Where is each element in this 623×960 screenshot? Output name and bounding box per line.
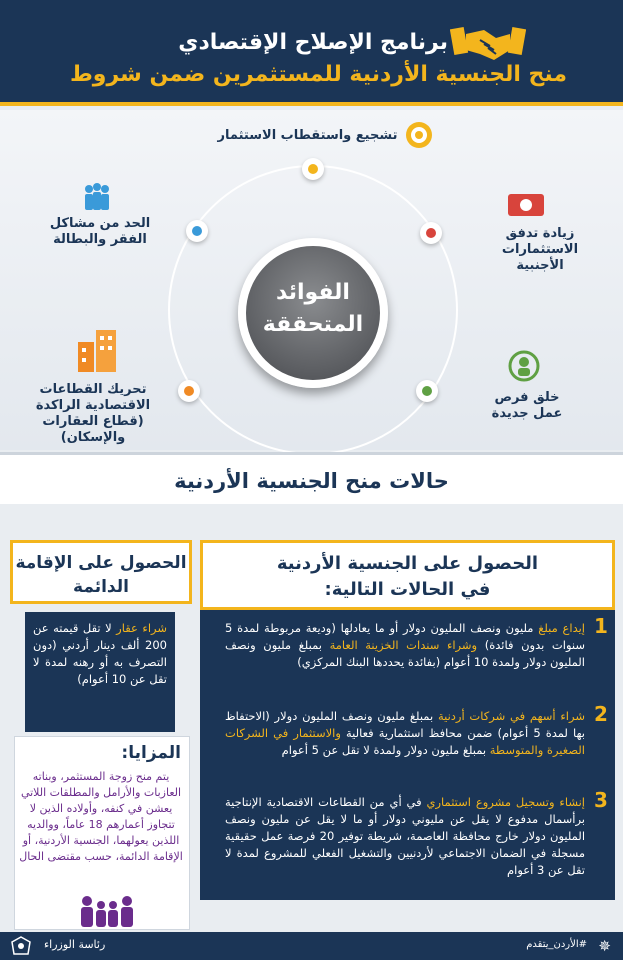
case-lead: إنشاء وتسجيل مشروع استثماري <box>426 795 585 809</box>
benefit-label-foreign-investment <box>495 226 585 274</box>
buildings-icon <box>74 328 120 372</box>
case-lead2: والاستثمار في الشركات الصغيرة والمتوسطة <box>225 726 585 757</box>
benefit-jobs-line1: خلق فرص <box>494 390 560 405</box>
cases-section-title: حالات منح الجنسية الأردنية <box>0 452 623 504</box>
residency-header <box>10 540 192 604</box>
header-title: برنامج الإصلاح الإقتصادي <box>178 30 448 55</box>
benefit-jobs-line2: عمل جديدة <box>491 406 563 421</box>
handshake-icon <box>450 24 526 62</box>
residency-condition <box>25 612 175 732</box>
star-icon: ✵ <box>598 937 611 955</box>
residency-header-line1: الحصول على الإقامة <box>15 553 187 573</box>
benefit-label-investment: تشجيع واستقطاب الاستثمار <box>217 128 398 143</box>
footer-pm-logo-text: رئاسة الوزراء <box>44 938 106 951</box>
header-subtitle: منح الجنسية الأردنية للمستثمرين ضمن شروط <box>69 62 567 87</box>
benefit-label-jobs <box>482 390 572 422</box>
benefit-label-sectors <box>8 382 178 446</box>
citizenship-header-line2: في الحالات التالية: <box>324 579 491 600</box>
target-icon <box>404 120 434 150</box>
advantages-text: يتم منح زوجة المستثمر، وبناته العازبات والأرامل والمطلقات اللاتي يعشن في كنفه، وأولاده الذين لا تتجاوز أعمارهم 18 عاماً، ووالديه اللذين يعولهما، الجنسية الأردنية، أو الإقامة الدائمة، حسب مقتضى الحال <box>19 770 183 863</box>
benefit-foreign-line3: الأجنبية <box>516 258 564 273</box>
case-body: في أي من القطاعات الاقتصادية الإنتاجية برأسمال مدفوع لا يقل عن مليوني دولار أو ما لا يقل عن مليون ونصف المليون دولار خارج محافظة العاصمة، شريطة توفير 20 فرصة عمل حقيقية مسجلة في الضمان الاجتماعي لأردنيين والتشغيل الفعلي للمشروع لمدة لا تقل عن 3 أعوام <box>225 795 586 877</box>
benefits-section <box>0 110 623 450</box>
citizenship-header-line1: الحصول على الجنسية الأردنية <box>276 553 539 574</box>
case-text <box>225 708 585 759</box>
citizenship-header <box>200 540 615 610</box>
benefit-poverty-line2: الفقر والبطالة <box>53 232 147 247</box>
residency-body: لا تقل قيمته عن 200 ألف دينار أردني (دون التصرف به أو رهنه لمدة لا تقل عن 10 أعوام) <box>33 621 167 686</box>
benefit-foreign-line2: الاستثمارات <box>501 242 579 257</box>
case-item-3 <box>215 788 608 894</box>
benefit-dot-right <box>420 222 442 244</box>
case-body2: بمبلغ مليون دولار ولمدة لا تقل عن 5 أعوام <box>281 743 490 757</box>
family-icon <box>77 895 137 927</box>
benefit-dot-bottom-left <box>178 380 200 402</box>
people-cycle-icon <box>508 350 540 382</box>
benefit-label-poverty <box>40 216 160 248</box>
case-body: بمبلغ مليون ونصف المليون دولار (الاحتفاظ بها لمدة 5 أعوام) ضمن محافظ استثمارية فعالية <box>225 709 586 740</box>
crest-icon <box>10 936 32 956</box>
benefit-dot-left <box>186 220 208 242</box>
header-banner <box>0 0 623 106</box>
case-text <box>225 620 585 671</box>
footer-slogan: #الأردن_يتقدم <box>526 939 587 950</box>
case-lead: إيداع مبلغ <box>538 621 586 635</box>
footer-bar <box>0 932 623 960</box>
advantages-title: المزايا: <box>121 743 181 763</box>
case-number: 1 <box>594 614 608 638</box>
crowd-icon <box>80 182 114 212</box>
center-label-line2: المتحققة <box>262 312 364 337</box>
case-body: مليون ونصف المليون دولار أو ما يعادلها (وديعة مربوطة لمدة 5 سنوات بدون فائدة) <box>225 621 585 652</box>
advantages-box <box>14 736 190 930</box>
benefits-center-disc <box>238 238 388 388</box>
case-lead: شراء أسهم في شركات أردنية <box>437 709 585 723</box>
benefit-sectors-line3: (قطاع العقارات والإسكان) <box>42 414 144 445</box>
case-text <box>225 794 585 879</box>
case-lead2: وشراء سندات الخزينة العامة <box>329 638 478 652</box>
case-number: 3 <box>594 788 608 812</box>
case-item-2 <box>215 702 608 778</box>
benefit-dot-top <box>302 158 324 180</box>
benefit-poverty-line1: الحد من مشاكل <box>49 216 151 231</box>
case-body2: بمبلغ مليون ونصف المليون دولار ولمدة 10 أعوام (بفائدة يحددها البنك المركزي) <box>225 638 585 669</box>
case-item-1 <box>215 614 608 700</box>
benefit-foreign-line1: زيادة تدفق <box>505 226 575 241</box>
benefit-dot-bottom-right <box>416 380 438 402</box>
residency-lead: شراء عقار <box>116 621 167 635</box>
benefit-sectors-line2: الاقتصادية الراكدة <box>35 398 151 413</box>
citizenship-cases-list <box>200 610 615 900</box>
center-label-line1: الفوائد <box>276 280 350 305</box>
benefit-sectors-line1: تحريك القطاعات <box>39 382 147 397</box>
residency-header-line2: الدائمة <box>73 577 129 597</box>
case-number: 2 <box>594 702 608 726</box>
money-icon <box>506 190 546 218</box>
